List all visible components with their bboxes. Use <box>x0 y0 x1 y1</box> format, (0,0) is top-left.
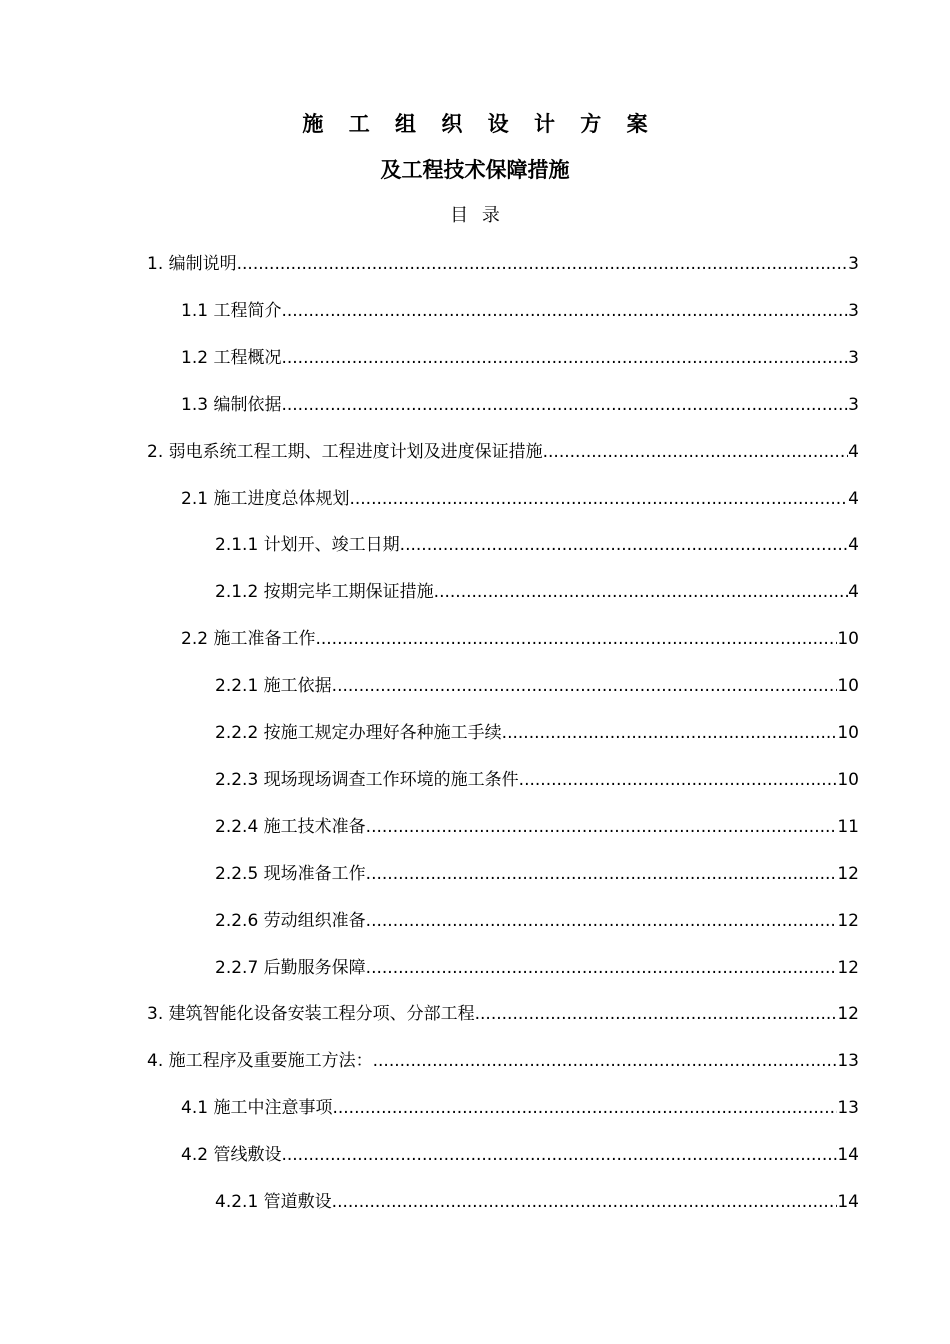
toc-entry-page-number: 3 <box>848 300 859 321</box>
toc-entry-page-number: 10 <box>837 723 859 743</box>
toc-entry[interactable] <box>215 954 859 982</box>
toc-entry-title: 2.2.2 按施工规定办理好各种施工手续 <box>215 723 502 743</box>
toc-dot-leader <box>366 954 838 982</box>
document-title: 施 工 组 织 设 计 方 案 <box>302 112 657 136</box>
toc-entry[interactable] <box>147 1000 859 1028</box>
toc-entry[interactable] <box>147 438 859 466</box>
toc-entry[interactable] <box>215 719 859 747</box>
toc-entry-page-number: 4 <box>848 488 859 509</box>
toc-entry-title: 2. 弱电系统工程工期、工程进度计划及进度保证措施 <box>147 441 543 462</box>
toc-entry-title: 1.3 编制依据 <box>181 394 282 415</box>
toc-entry-page-number: 3 <box>848 254 859 274</box>
toc-entry[interactable] <box>181 625 859 653</box>
toc-entry[interactable] <box>181 485 859 513</box>
toc-dot-leader <box>373 1047 838 1075</box>
toc-entry[interactable] <box>215 531 859 559</box>
toc-entry-title: 2.1.1 计划开、竣工日期 <box>215 535 400 556</box>
toc-entry-title: 4. 施工程序及重要施工方法： <box>147 1051 373 1072</box>
toc-entry[interactable] <box>181 391 859 419</box>
toc-dot-leader <box>502 719 838 747</box>
toc-dot-leader <box>366 860 838 888</box>
document-subtitle: 及工程技术保障措施 <box>380 158 570 182</box>
toc-entry-page-number: 4 <box>848 535 859 556</box>
toc-dot-leader <box>281 297 848 325</box>
toc-entry[interactable] <box>215 1188 859 1216</box>
toc-entry-page-number: 13 <box>837 1051 859 1072</box>
toc-dot-leader <box>332 672 838 700</box>
toc-entry[interactable] <box>181 297 859 325</box>
toc-dot-leader <box>475 1000 838 1028</box>
toc-dot-leader <box>281 391 848 419</box>
toc-dot-leader <box>315 625 837 653</box>
toc-entry-title: 4.2.1 管道敷设 <box>215 1192 332 1212</box>
toc-entry-page-number: 14 <box>837 1192 859 1212</box>
toc-entry[interactable] <box>215 578 859 606</box>
toc-entry-page-number: 4 <box>848 441 859 462</box>
toc-dot-leader <box>281 344 848 372</box>
toc-dot-leader <box>366 813 838 841</box>
toc-entry-page-number: 12 <box>837 863 859 884</box>
toc-entry[interactable] <box>147 250 859 278</box>
toc-dot-leader <box>543 438 849 466</box>
toc-entry[interactable] <box>215 813 859 841</box>
toc-entry-title: 2.2.5 现场准备工作 <box>215 863 366 884</box>
toc-dot-leader <box>332 1188 838 1216</box>
toc-dot-leader <box>366 907 838 935</box>
toc-dot-leader <box>400 531 849 559</box>
toc-entry-page-number: 11 <box>837 816 859 837</box>
toc-entry-title: 4.2 管线敷设 <box>181 1145 282 1166</box>
toc-entry-title: 1.1 工程简介 <box>181 300 282 321</box>
toc-entry[interactable] <box>215 860 859 888</box>
toc-entry[interactable] <box>215 672 859 700</box>
toc-entry-page-number: 3 <box>848 394 859 415</box>
toc-entry-page-number: 12 <box>837 910 859 931</box>
toc-entry-page-number: 10 <box>837 769 859 790</box>
toc-dot-leader <box>281 1141 837 1169</box>
toc-entry[interactable] <box>181 344 859 372</box>
toc-entry-title: 3. 建筑智能化设备安装工程分项、分部工程 <box>147 1004 475 1025</box>
toc-entry-title: 2.1 施工进度总体规划 <box>181 488 350 509</box>
toc-entry[interactable] <box>181 1141 859 1169</box>
toc-entry[interactable] <box>215 766 859 794</box>
toc-entry-title: 2.2.7 后勤服务保障 <box>215 957 366 978</box>
toc-dot-leader <box>332 1094 837 1122</box>
toc-entry-title: 2.1.2 按期完毕工期保证措施 <box>215 582 434 603</box>
toc-entry-title: 2.2.3 现场现场调查工作环境的施工条件 <box>215 769 519 790</box>
toc-entry-page-number: 12 <box>837 957 859 978</box>
toc-dot-leader <box>349 485 848 513</box>
toc-entry-title: 1. 编制说明 <box>147 254 237 274</box>
toc-entry-page-number: 14 <box>837 1145 859 1166</box>
toc-entry[interactable] <box>147 1047 859 1075</box>
toc-entry-title: 2.2 施工准备工作 <box>181 629 316 650</box>
toc-entry-page-number: 10 <box>837 676 859 697</box>
toc-entry-page-number: 3 <box>848 347 859 368</box>
toc-dot-leader <box>434 578 849 606</box>
toc-entry-title: 2.2.6 劳动组织准备 <box>215 910 366 931</box>
toc-entry-page-number: 13 <box>837 1098 859 1119</box>
toc-dot-leader <box>237 250 849 278</box>
toc-entry[interactable] <box>215 907 859 935</box>
toc-entry-title: 4.1 施工中注意事项 <box>181 1098 333 1119</box>
toc-dot-leader <box>519 766 838 794</box>
toc-entry-title: 2.2.4 施工技术准备 <box>215 816 366 837</box>
toc-entry-title: 1.2 工程概况 <box>181 347 282 368</box>
toc-entry-page-number: 10 <box>837 629 859 650</box>
toc-entry-page-number: 4 <box>848 582 859 603</box>
toc-heading: 目 录 <box>450 205 504 226</box>
toc-entry-title: 2.2.1 施工依据 <box>215 676 332 697</box>
toc-entry-page-number: 12 <box>837 1004 859 1025</box>
toc-entry[interactable] <box>181 1094 859 1122</box>
